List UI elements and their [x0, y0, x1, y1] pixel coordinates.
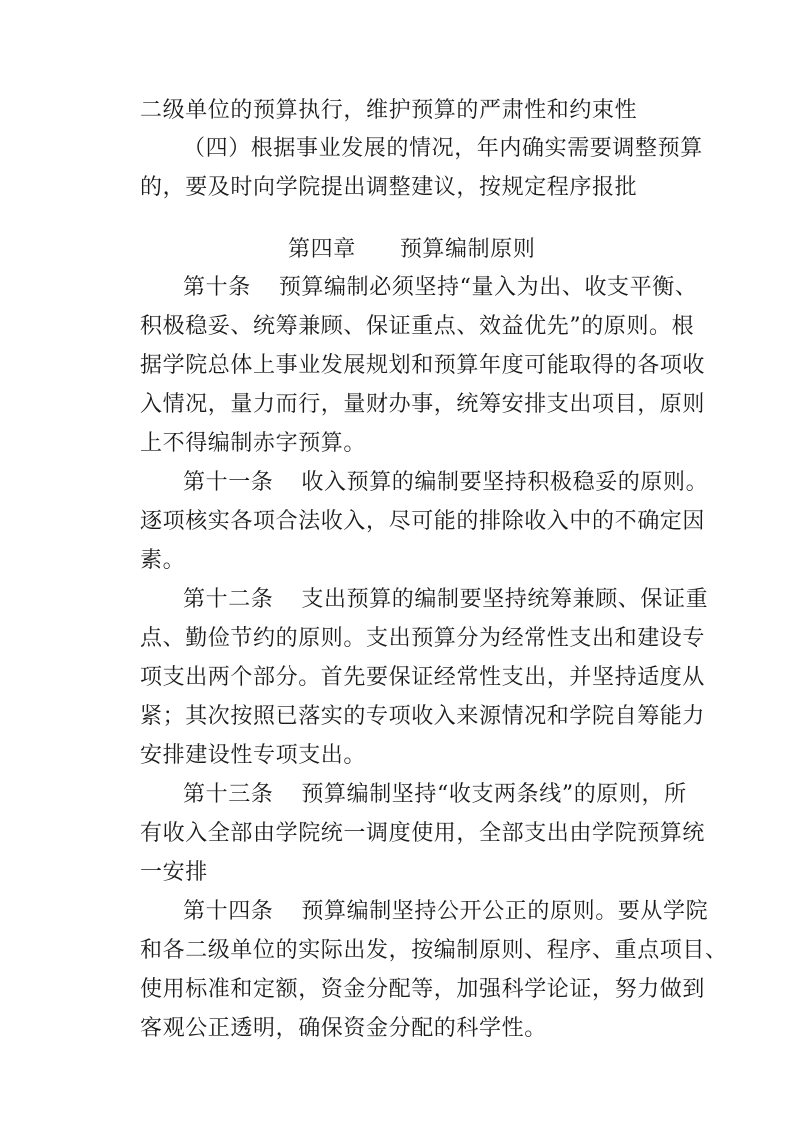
article-10-line-4: 入情况，量力而行，量财办事，统筹安排支出项目，原则	[140, 392, 706, 417]
carryover-line-3: 的，要及时向学院提出调整建议，按规定程序报批	[140, 175, 638, 200]
article-12-line-4: 紧；其次按照已落实的专项收入来源情况和学院自筹能力	[140, 704, 706, 729]
article-10-label: 第十条	[183, 275, 251, 300]
article-12-text-1: 支出预算的编制要坚持统筹兼顾、保证重	[301, 587, 709, 612]
article-14-text-1: 预算编制坚持公开公正的原则。要从学院	[301, 899, 709, 924]
article-13-line-2: 有收入全部由学院统一调度使用，全部支出由学院预算统	[140, 821, 706, 846]
carryover-line-2: （四）根据事业发展的情况，年内确实需要调整预算	[183, 136, 703, 161]
article-12-label: 第十二条	[183, 587, 274, 612]
article-14-line-2: 和各二级单位的实际出发，按编制原则、程序、重点项目、	[140, 938, 728, 963]
article-13-text-1: 预算编制坚持“收支两条线”的原则，所	[301, 782, 687, 807]
chapter-title: 预算编制原则	[399, 237, 536, 262]
article-14-line-3: 使用标准和定额，资金分配等，加强科学论证，努力做到	[140, 977, 706, 1002]
article-14-line-4: 客观公正透明，确保资金分配的科学性。	[140, 1016, 547, 1041]
carryover-line-1: 二级单位的预算执行，维护预算的严肃性和约束性	[140, 98, 638, 123]
article-11-label: 第十一条	[183, 470, 274, 495]
article-10-line-3: 据学院总体上事业发展规划和预算年度可能取得的各项收	[140, 353, 706, 378]
article-14-line-1	[183, 896, 708, 928]
article-11-line-2: 逐项核实各项合法收入，尽可能的排除收入中的不确定因	[140, 509, 706, 534]
article-10-line-5: 上不得编制赤字预算。	[140, 431, 367, 456]
article-13-line-3: 一安排	[140, 860, 208, 885]
article-14-label: 第十四条	[183, 899, 274, 924]
article-10-text-1: 预算编制必须坚持“量入为出、收支平衡、	[278, 275, 698, 300]
article-10-line-2: 积极稳妥、统筹兼顾、保证重点、效益优先”的原则。根	[140, 314, 695, 339]
chapter-number: 第四章	[288, 237, 356, 262]
article-12-line-1	[183, 584, 708, 616]
article-11-text-1: 收入预算的编制要坚持积极稳妥的原则。	[301, 470, 709, 495]
article-12-line-5: 安排建设性专项支出。	[140, 743, 367, 768]
article-12-line-2: 点、勤俭节约的原则。支出预算分为经常性支出和建设专	[140, 626, 706, 651]
article-11-line-3: 素。	[140, 548, 186, 573]
article-11-line-1	[183, 467, 708, 499]
article-13-label: 第十三条	[183, 782, 274, 807]
article-12-line-3: 项支出两个部分。首先要保证经常性支出，并坚持适度从	[140, 665, 706, 690]
article-13-line-1	[183, 779, 687, 811]
article-10-line-1	[183, 272, 697, 304]
chapter-heading	[288, 234, 535, 266]
